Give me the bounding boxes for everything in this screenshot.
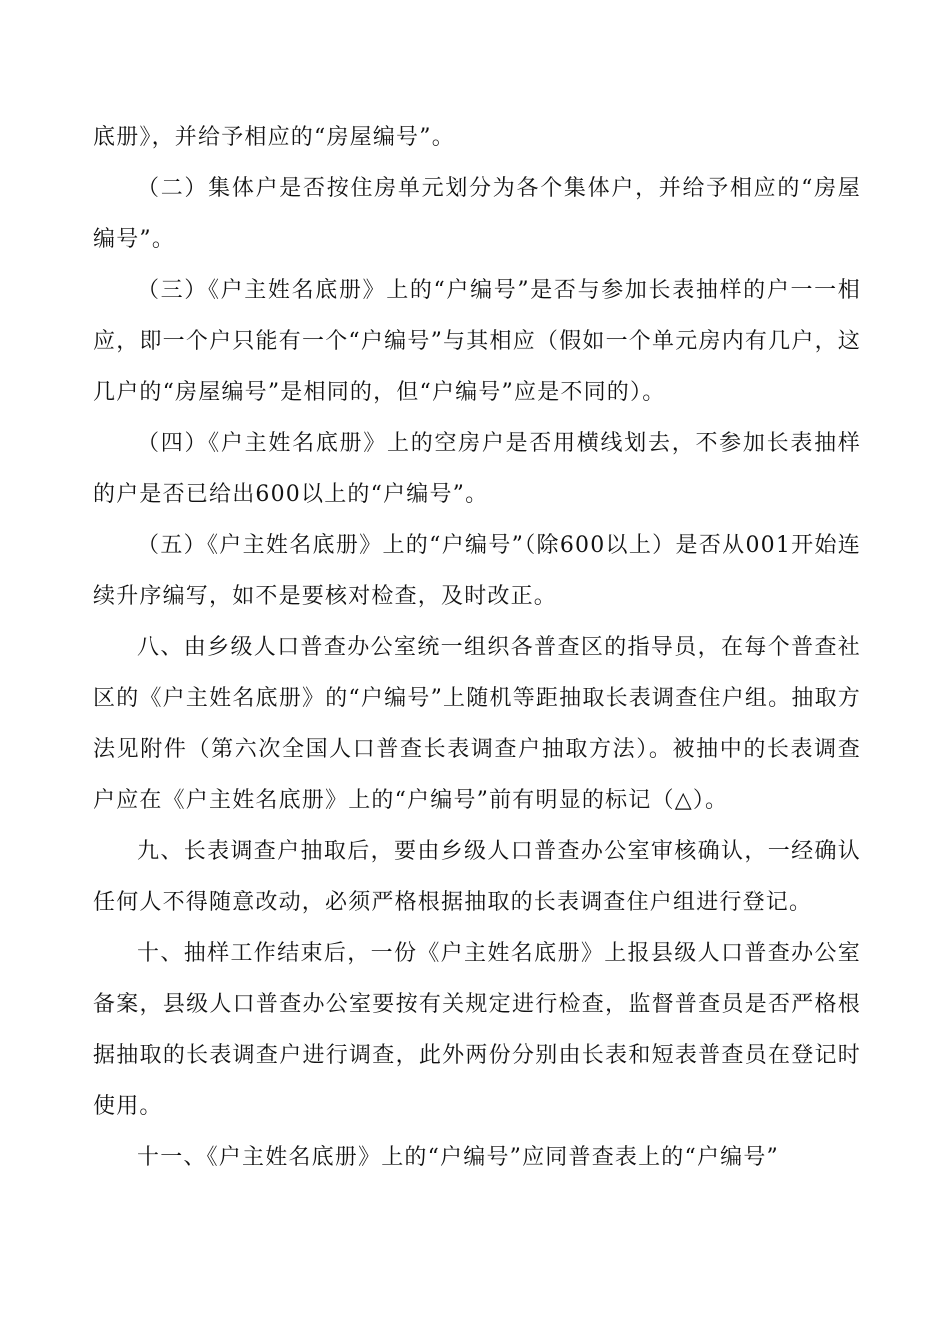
document-body [93, 112, 861, 1183]
paragraph-section-11: 十一、《户主姓名底册》上的“户编号”应同普查表上的“户编号” [137, 1145, 779, 1170]
paragraph-item-4: （四）《户主姓名底册》上的空房户是否用横线划去，不参加长表抽样的户是否已给出600以上的“户编号”。 [93, 431, 861, 507]
paragraph-item-5: （五）《户主姓名底册》上的“户编号”（除600以上）是否从001开始连续升序编写，如不是要核对检查，及时改正。 [93, 533, 861, 609]
paragraph-section-9: 九、长表调查户抽取后，要由乡级人口普查办公室审核确认，一经确认任何人不得随意改动，必须严格根据抽取的长表调查住户组进行登记。 [93, 839, 861, 915]
paragraph-item-2: （二）集体户是否按住房单元划分为各个集体户，并给予相应的“房屋编号”。 [93, 176, 861, 252]
paragraph-section-8: 八、由乡级人口普查办公室统一组织各普查区的指导员，在每个普查社区的《户主姓名底册》的“户编号”上随机等距抽取长表调查住户组。抽取方法见附件（第六次全国人口普查长表调查户抽取方法）。被抽中的长表调查户应在《户主姓名底册》上的“户编号”前有明显的标记（△）。 [93, 635, 861, 813]
paragraph-continuation: 底册》，并给予相应的“房屋编号”。 [93, 125, 455, 150]
paragraph-item-3: （三）《户主姓名底册》上的“户编号”是否与参加长表抽样的户一一相应，即一个户只能有一个“户编号”与其相应（假如一个单元房内有几户，这几户的“房屋编号”是相同的，但“户编号”应是不同的）。 [93, 278, 861, 405]
paragraph-section-10: 十、抽样工作结束后，一份《户主姓名底册》上报县级人口普查办公室备案，县级人口普查办公室要按有关规定进行检查，监督普查员是否严格根据抽取的长表调查户进行调查，此外两份分别由长表和短表普查员在登记时使用。 [93, 941, 861, 1119]
